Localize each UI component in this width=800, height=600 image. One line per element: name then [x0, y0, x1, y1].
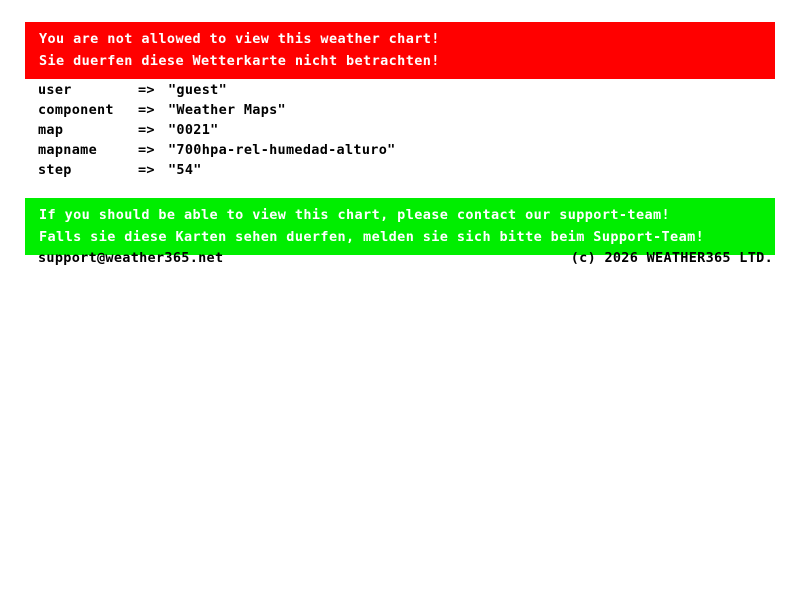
- detail-key-user: user: [38, 82, 72, 98]
- detail-key-mapname: mapname: [38, 142, 97, 158]
- detail-value-user: "guest": [168, 82, 227, 98]
- detail-value-component: "Weather Maps": [168, 102, 286, 118]
- detail-key-map: map: [38, 122, 64, 138]
- support-banner: [25, 198, 775, 255]
- request-details: [38, 80, 778, 180]
- detail-arrow: =>: [138, 142, 155, 158]
- detail-arrow: =>: [138, 82, 155, 98]
- access-denied-banner: [25, 22, 775, 79]
- copyright-notice: (c) 2026 WEATHER365 LTD.: [570, 250, 773, 266]
- support-message-de: Falls sie diese Karten sehen duerfen, melden sie sich bitte beim Support-Team!: [39, 229, 705, 245]
- support-message-en: If you should be able to view this chart, please contact our support-team!: [39, 207, 671, 223]
- detail-row: [38, 140, 778, 160]
- detail-row: [38, 120, 778, 140]
- detail-arrow: =>: [138, 162, 155, 178]
- detail-value-map: "0021": [168, 122, 219, 138]
- detail-value-mapname: "700hpa-rel-humedad-alturo": [168, 142, 396, 158]
- detail-arrow: =>: [138, 122, 155, 138]
- footer: [38, 250, 773, 266]
- detail-value-step: "54": [168, 162, 202, 178]
- detail-row: [38, 160, 778, 180]
- support-email-link[interactable]: support@weather365.net: [38, 250, 224, 266]
- access-denied-message-de: Sie duerfen diese Wetterkarte nicht betrachten!: [39, 53, 440, 69]
- access-denied-message-en: You are not allowed to view this weather chart!: [39, 31, 440, 47]
- detail-key-component: component: [38, 102, 114, 118]
- detail-key-step: step: [38, 162, 72, 178]
- detail-row: [38, 100, 778, 120]
- detail-arrow: =>: [138, 102, 155, 118]
- detail-row: [38, 80, 778, 100]
